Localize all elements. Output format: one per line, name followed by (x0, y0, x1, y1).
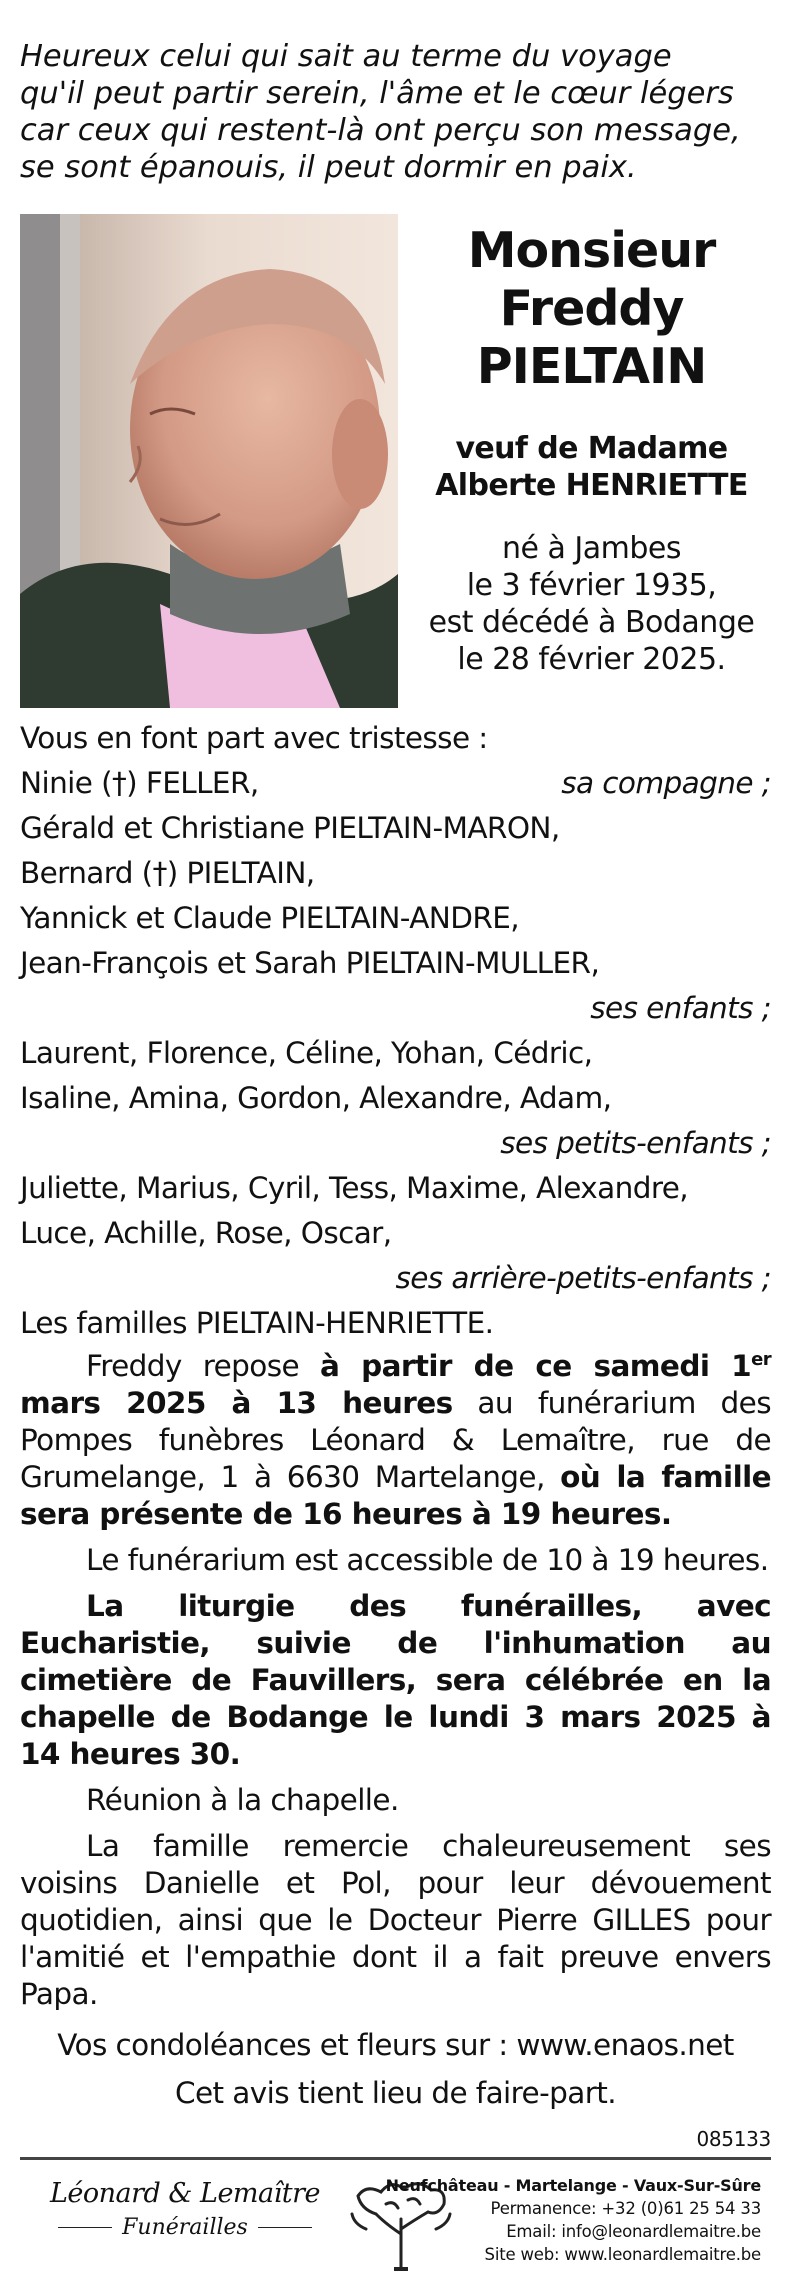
visitation-c: mars 2025 à 13 heures (20, 1386, 453, 1420)
reunion-paragraph: Réunion à la chapelle. (86, 1783, 399, 1817)
funeral-home-footer (20, 2160, 771, 2280)
child-line: Bernard (†) PIELTAIN, (20, 856, 315, 890)
widow-line-2: Alberte HENRIETTE (435, 468, 748, 503)
thanks-paragraph: La famille remercie chaleureusement ses voisins Danielle et Pol, pour leur dévouement quotidien, ainsi que le Docteur Pierre GILLES pour l'amitié et l'empathie dont il a fait preuve envers Papa. (20, 1829, 771, 2011)
brand-rule (258, 2227, 312, 2229)
visitation-paragraph (20, 1348, 771, 1533)
poem-line: car ceux qui restent-là ont perçu son message, (20, 113, 741, 148)
death-date: le 28 février 2025. (457, 642, 726, 677)
great-grandchildren-line: Luce, Achille, Rose, Oscar, (20, 1216, 392, 1250)
companion-role: sa compagne ; (561, 766, 771, 800)
brand-name: Léonard & Lemaître (49, 2178, 321, 2209)
visitation-e: où la famille sera présente de 16 heures à 19 heures. (20, 1460, 771, 1531)
branch-cities: Neufchâteau - Martelange - Vaux-Sur-Sûre (385, 2176, 761, 2195)
poem-line: qu'il peut partir serein, l'âme et le cœur légers (20, 76, 734, 111)
child-line: Yannick et Claude PIELTAIN-ANDRE, (20, 901, 520, 935)
companion-row (20, 761, 771, 806)
brand-subtitle: Funérailles (122, 2215, 248, 2240)
visitation-sup: er (751, 1349, 771, 1371)
brand-rule (58, 2227, 112, 2229)
grandchildren-line: Isaline, Amina, Gordon, Alexandre, Adam, (20, 1081, 612, 1115)
portrait-illustration (20, 214, 398, 708)
grandchildren-line: Laurent, Florence, Céline, Yohan, Cédric, (20, 1036, 593, 1070)
email-line: Email: info@leonardlemaitre.be (506, 2222, 761, 2241)
contact-info (386, 2174, 761, 2266)
birth-death-info (412, 530, 771, 678)
liturgy-text: La liturgie des funérailles, avec Eucharistie, suivie de l'inhumation au cimetière de Fauvillers, sera célébrée en la chapelle de Bodange le lundi 3 mars 2025 à 14 heures 30. (20, 1589, 771, 1771)
child-line: Jean-François et Sarah PIELTAIN-MULLER, (20, 946, 600, 980)
visitation-b: à partir de ce samedi 1 (319, 1349, 752, 1383)
birth-place: né à Jambes (501, 531, 681, 566)
condolences-line: Vos condoléances et fleurs sur : www.enaos.net (57, 2028, 734, 2062)
visitation-d: au funérarium des Pompes funèbres Léonard & Lemaître, rue de Grumelange, 1 à 6630 Martelange, (20, 1386, 771, 1494)
spouse-line (412, 430, 771, 504)
poem-line: Heureux celui qui sait au terme du voyage (20, 39, 672, 74)
child-line: Gérald et Christiane PIELTAIN-MARON, (20, 811, 560, 845)
funerarium-hours: Le funérarium est accessible de 10 à 19 heures. (86, 1543, 769, 1577)
brand-logo (34, 2178, 336, 2240)
great-grandchildren-line: Juliette, Marius, Cyril, Tess, Maxime, Alexandre, (20, 1171, 689, 1205)
header-section (20, 214, 771, 710)
liturgy-paragraph (20, 1588, 771, 1773)
name-last: PIELTAIN (476, 338, 707, 395)
deceased-info (412, 214, 771, 678)
family-intro: Vous en font part avec tristesse : (20, 721, 488, 755)
reference-number: 085133 (696, 2127, 771, 2151)
widow-line-1: veuf de Madame (455, 431, 728, 466)
family-list (20, 716, 771, 1346)
notice-line: Cet avis tient lieu de faire-part. (175, 2076, 616, 2110)
families-line: Les familles PIELTAIN-HENRIETTE. (20, 1306, 494, 1340)
deceased-name (412, 222, 771, 396)
death-place: est décédé à Bodange (428, 605, 755, 640)
name-first: Freddy (499, 280, 684, 337)
poem (20, 38, 771, 186)
children-role: ses enfants ; (590, 991, 771, 1025)
great-grandchildren-role: ses arrière-petits-enfants ; (395, 1261, 771, 1295)
visitation-a: Freddy repose (86, 1349, 320, 1383)
birth-date: le 3 février 1935, (466, 568, 717, 603)
poem-line: se sont épanouis, il peut dormir en paix. (20, 150, 637, 185)
phone-line: Permanence: +32 (0)61 25 54 33 (490, 2199, 761, 2218)
grandchildren-role: ses petits-enfants ; (500, 1126, 771, 1160)
companion-name: Ninie (†) FELLER, (20, 766, 259, 800)
name-title: Monsieur (467, 222, 716, 279)
website-line: Site web: www.leonardlemaitre.be (484, 2245, 761, 2264)
portrait-photo (20, 214, 398, 708)
